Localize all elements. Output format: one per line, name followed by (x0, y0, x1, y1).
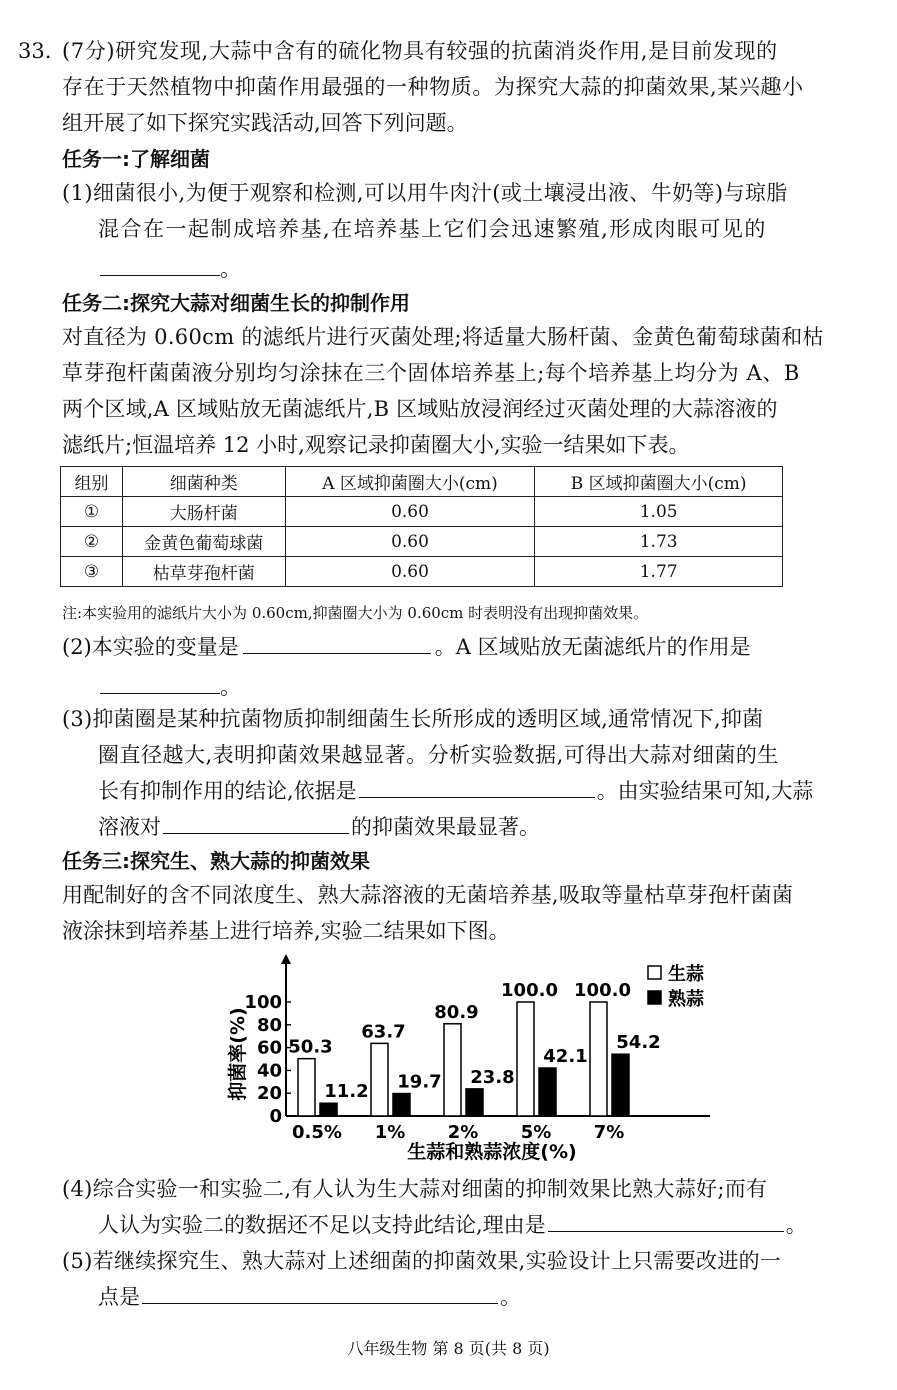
y-axis-arrow-icon (281, 954, 291, 964)
q4-end: 。 (785, 1213, 807, 1237)
q4-line-1: (4)综合实验一和实验二,有人认为生大蒜对细菌的抑制效果比熟大蒜好;而有 (62, 1177, 768, 1201)
y-tick-label: 100 (244, 992, 282, 1013)
bar-value-label: 23.8 (470, 1066, 515, 1088)
legend-label-cooked: 熟蒜 (668, 989, 704, 1010)
q4-reason-blank[interactable] (548, 1213, 784, 1232)
task2-desc-line-1: 对直径为 0.60cm 的滤纸片进行灭菌处理;将适量大肠杆菌、金黄色葡萄球菌和枯 (62, 325, 824, 349)
y-axis-label: 抑菌率(%) (227, 1007, 249, 1101)
table-cell-zone-a: 0.60 (285, 497, 535, 527)
task2-desc-line-2: 草芽孢杆菌菌液分别均匀涂抹在三个固体培养基上;每个培养基上均分为 A、B (62, 361, 800, 385)
table-cell-group: ② (61, 527, 123, 557)
task3-title: 任务三:探究生、熟大蒜的抑菌效果 (62, 849, 370, 873)
table-header-group: 组别 (61, 467, 123, 497)
bar-value-label: 19.7 (397, 1071, 442, 1093)
intro-line-2: 存在于天然植物中抑菌作用最强的一种物质。为探究大蒜的抑菌效果,某兴趣小 (62, 75, 804, 99)
q5-text: 点是 (98, 1285, 140, 1309)
legend-label-raw: 生蒜 (668, 964, 704, 985)
q1-answer-row (100, 256, 241, 282)
q2-text-a: (2)本实验的变量是 (62, 635, 239, 659)
x-tick-label: 0.5% (292, 1122, 342, 1143)
q2-end: 。 (220, 675, 241, 699)
bar-raw-garlic (517, 1002, 534, 1116)
bar-raw-garlic (444, 1024, 461, 1116)
table-cell-bacteria: 枯草芽孢杆菌 (122, 557, 285, 587)
intro-line-3: 组开展了如下探究实践活动,回答下列问题。 (62, 111, 468, 135)
page-footer: 八年级生物 第 8 页(共 8 页) (347, 1339, 550, 1358)
bar-value-label: 42.1 (543, 1046, 588, 1068)
table-header-bacteria: 细菌种类 (122, 467, 285, 497)
q3-line-3 (98, 778, 813, 804)
bar-raw-garlic (371, 1043, 388, 1116)
task3-desc-line-2: 液涂抹到培养基上进行培养,实验二结果如下图。 (62, 919, 510, 943)
q5-line-2 (98, 1284, 521, 1310)
legend-swatch-cooked (648, 991, 661, 1004)
bar-raw-garlic (298, 1059, 315, 1116)
table-header-zone-a: A 区域抑菌圈大小(cm) (285, 467, 535, 497)
y-tick-label: 60 (256, 1037, 282, 1059)
legend-swatch-raw (648, 966, 661, 979)
legend (648, 963, 705, 1010)
q2-line-1 (62, 634, 751, 660)
q1-line-1: (1)细菌很小,为便于观察和检测,可以用牛肉汁(或土壤浸出液、牛奶等)与琼脂 (62, 181, 788, 205)
table-header-zone-b: B 区域抑菌圈大小(cm) (535, 467, 783, 497)
intro-line-1: (7分)研究发现,大蒜中含有的硫化物具有较强的抗菌消炎作用,是目前发现的 (62, 39, 778, 63)
q4-text: 人认为实验二的数据还不足以支持此结论,理由是 (98, 1213, 546, 1237)
q5-line-1: (5)若继续探究生、熟大蒜对上述细菌的抑菌效果,实验设计上只需要改进的一 (62, 1249, 782, 1273)
q2-purpose-blank[interactable] (100, 675, 220, 694)
task1-title: 任务一:了解细菌 (62, 147, 210, 171)
q3-line-4 (98, 814, 540, 840)
table-cell-bacteria: 大肠杆菌 (122, 497, 285, 527)
q3-text-f: 的抑菌效果最显著。 (351, 815, 540, 839)
q3-basis-blank[interactable] (359, 779, 595, 798)
table-note: 注:本实验用的滤纸片大小为 0.60cm,抑菌圈大小为 0.60cm 时表明没有出现抑菌效果。 (62, 604, 649, 622)
x-tick-label: 2% (447, 1122, 479, 1143)
question-number: 33. (18, 39, 52, 63)
experiment1-table (60, 466, 783, 587)
task2-title: 任务二:探究大蒜对细菌生长的抑制作用 (62, 291, 410, 315)
y-tick-label: 80 (256, 1014, 282, 1036)
bar-value-label: 100.0 (501, 980, 558, 1001)
q2-text-b: 。A 区域贴放无菌滤纸片的作用是 (434, 635, 751, 659)
q1-end: 。 (220, 257, 241, 281)
bar-cooked-garlic (539, 1068, 556, 1116)
experiment2-bar-chart (210, 950, 730, 1170)
y-tick-label: 0 (269, 1106, 282, 1127)
table-row (61, 557, 783, 587)
bar-cooked-garlic (320, 1103, 337, 1116)
q2-line-2 (100, 674, 241, 700)
table-cell-group: ③ (61, 557, 123, 587)
q5-improvement-blank[interactable] (142, 1285, 498, 1304)
table-header-row (61, 467, 783, 497)
table-row (61, 497, 783, 527)
table-cell-zone-a: 0.60 (285, 557, 535, 587)
bar-value-label: 63.7 (361, 1021, 406, 1043)
bar-value-label: 54.2 (616, 1032, 661, 1054)
q5-end: 。 (500, 1285, 521, 1309)
table-cell-zone-b: 1.05 (535, 497, 783, 527)
bar-value-label: 100.0 (574, 980, 631, 1001)
bar-value-label: 80.9 (434, 1001, 479, 1023)
q4-line-2 (98, 1212, 807, 1238)
q3-text-e: 溶液对 (98, 815, 161, 839)
bar-cooked-garlic (393, 1094, 410, 1116)
task2-desc-line-3: 两个区域,A 区域贴放无菌滤纸片,B 区域贴放浸润经过灭菌处理的大蒜溶液的 (62, 397, 778, 421)
x-tick-label: 1% (374, 1122, 406, 1143)
q1-answer-blank[interactable] (100, 257, 220, 276)
table-cell-zone-b: 1.77 (535, 557, 783, 587)
table-cell-bacteria: 金黄色葡萄球菌 (122, 527, 285, 557)
q3-text-c: 长有抑制作用的结论,依据是 (98, 779, 357, 803)
x-tick-label: 7% (593, 1122, 625, 1143)
bar-cooked-garlic (466, 1089, 483, 1116)
q2-variable-blank[interactable] (243, 635, 431, 654)
bar-value-label: 11.2 (324, 1081, 369, 1103)
x-tick-label: 5% (520, 1122, 552, 1143)
y-tick-label: 40 (256, 1060, 282, 1082)
q1-line-2: 混合在一起制成培养基,在培养基上它们会迅速繁殖,形成肉眼可见的 (98, 217, 767, 241)
table-cell-group: ① (61, 497, 123, 527)
q3-line-2: 圈直径越大,表明抑菌效果越显著。分析实验数据,可得出大蒜对细菌的生 (98, 743, 779, 767)
bar-raw-garlic (590, 1002, 607, 1116)
task2-desc-line-4: 滤纸片;恒温培养 12 小时,观察记录抑菌圈大小,实验一结果如下表。 (62, 433, 690, 457)
table-cell-zone-b: 1.73 (535, 527, 783, 557)
x-axis-label: 生蒜和熟蒜浓度(%) (407, 1141, 577, 1163)
bar-value-label: 50.3 (288, 1036, 333, 1058)
y-tick-label: 20 (256, 1083, 282, 1105)
table-cell-zone-a: 0.60 (285, 527, 535, 557)
task3-desc-line-1: 用配制好的含不同浓度生、熟大蒜溶液的无菌培养基,吸取等量枯草芽孢杆菌菌 (62, 883, 794, 907)
table-row (61, 527, 783, 557)
bar-cooked-garlic (612, 1054, 629, 1116)
q3-line-1: (3)抑菌圈是某种抗菌物质抑制细菌生长所形成的透明区域,通常情况下,抑菌 (62, 707, 764, 731)
q3-bacteria-blank[interactable] (163, 815, 349, 834)
q3-text-d: 。由实验结果可知,大蒜 (596, 779, 814, 803)
